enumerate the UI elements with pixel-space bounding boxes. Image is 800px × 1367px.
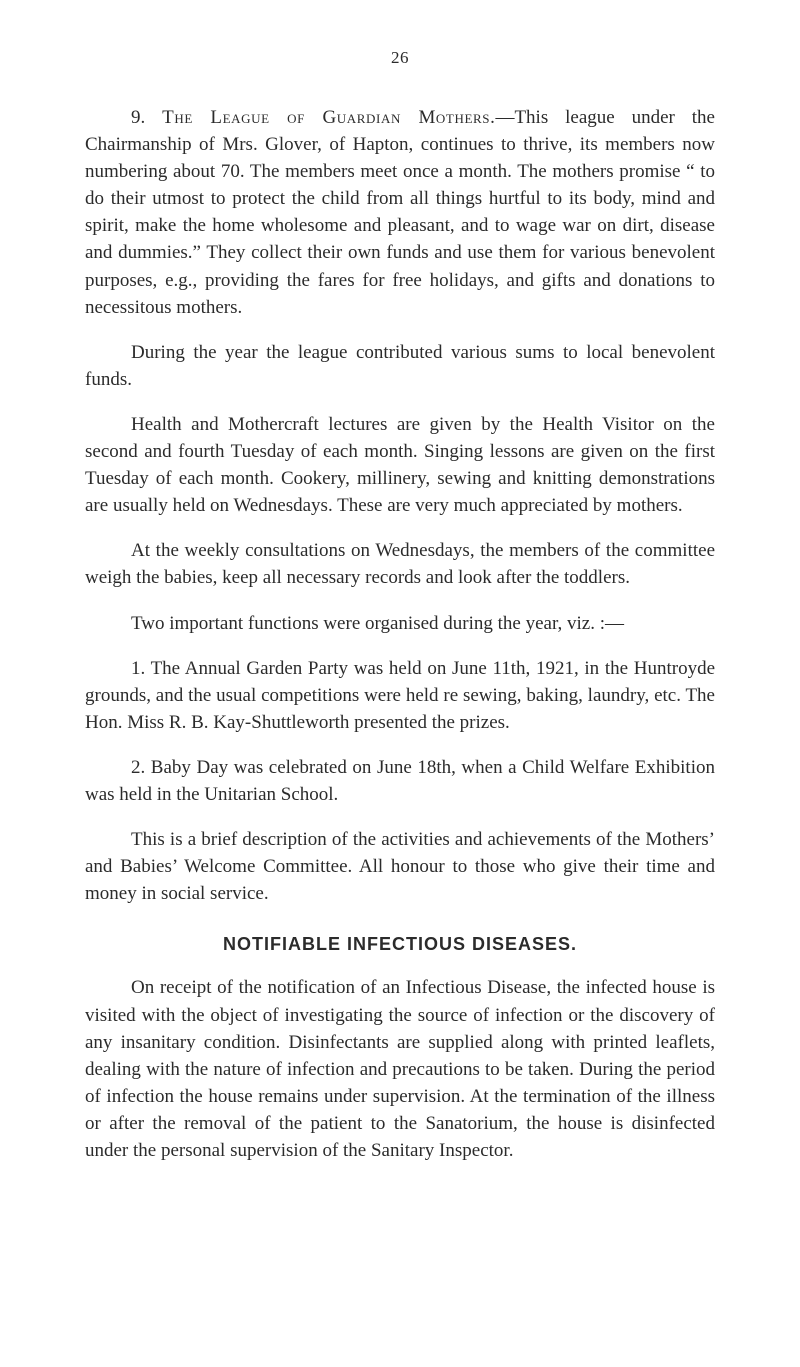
- lectures-paragraph: Health and Mothercraft lectures are given by the Health Visitor on the second and fourth Tuesday of each month. Singing lessons are given on the first Tuesday of each month. Cookery, millinery, sewing and knitting demonstrations are usually held on Wednesdays. These are very much appreciated by mothers.: [85, 413, 715, 517]
- league-title: The League of Guardian Mothers.: [162, 107, 496, 128]
- functions-intro-paragraph: Two important functions were organised during the year, viz. :—: [131, 612, 625, 634]
- garden-party-paragraph: 1. The Annual Garden Party was held on June 11th, 1921, in the Huntroyde grounds, and the usual competitions were held re sewing, baking, laundry, etc. The Hon. Miss R. B. Kay-Shuttleworth presented the prizes.: [85, 657, 715, 733]
- league-intro-text: —This league under the Chairmanship of Mrs. Glover, of Hapton, continues to thrive, its members now numbering about 70. The members meet once a month. The mothers promise “ to do their utmost to protect the child from all things hurtful to its body, mind and spirit, make the home wholesome and pleasant, and to wage war on dirt, disease and dummies.” They collect their own funds and use them for various benevolent purposes, e.g., providing the fares for free holidays, and gifts and donations to necessitous mothers.: [85, 107, 715, 318]
- notifiable-paragraph: On receipt of the notification of an Infectious Disease, the infected house is visited with the object of investigating the source of infection or the discovery of any insanitary condition. Disinfectants are supplied along with printed leaflets, dealing with the nature of infection and precautions to be taken. During the period of infection the house remains under supervision. At the termination of the illness or after the removal of the patient to the Sanatorium, the house is disinfected under the personal supervision of the Sanitary Inspector.: [85, 977, 715, 1161]
- baby-day-paragraph: 2. Baby Day was celebrated on June 18th, when a Child Welfare Exhibition was held in the Unitarian School.: [85, 756, 715, 805]
- league-intro-paragraph: [85, 104, 715, 321]
- page-number: 26: [391, 48, 409, 67]
- league-contributions-paragraph: During the year the league contributed various sums to local benevolent funds.: [85, 341, 715, 390]
- section-heading: NOTIFIABLE INFECTIOUS DISEASES.: [222, 934, 578, 955]
- page-body: [85, 104, 715, 1182]
- item-number: 9.: [131, 107, 146, 128]
- consultations-paragraph: At the weekly consultations on Wednesdays, the members of the committee weigh the babies, keep all necessary records and look after the toddlers.: [85, 540, 715, 589]
- summary-paragraph: This is a brief description of the activities and achievements of the Mothers’ and Babies’ Welcome Committee. All honour to those who give their time and money in social service.: [85, 829, 715, 905]
